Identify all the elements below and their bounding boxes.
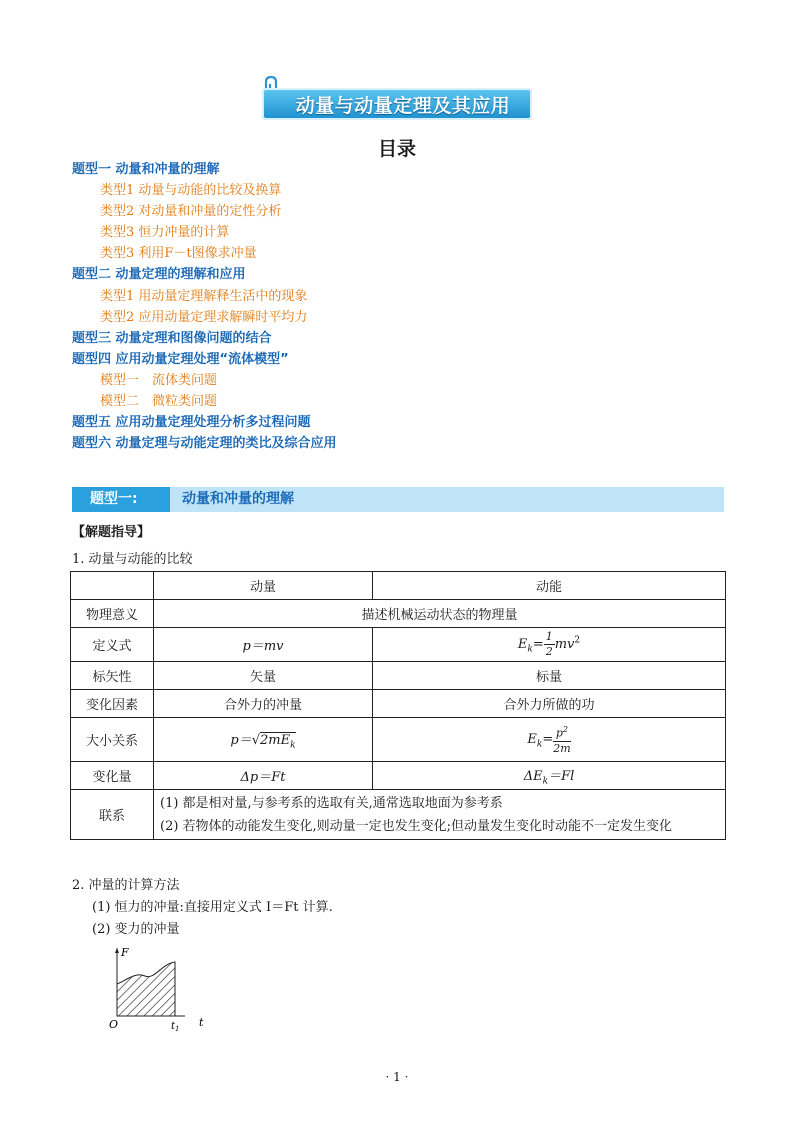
table-row <box>71 662 726 690</box>
table-cell <box>154 790 726 840</box>
item-2-heading: 2. 冲量的计算方法 <box>72 878 180 893</box>
radicand <box>260 732 296 751</box>
formula-symbol: E <box>517 637 528 652</box>
t1-symbol: t <box>171 1021 176 1032</box>
toc-item[interactable]: 模型一 流体类问题 <box>100 372 218 388</box>
formula-subscript: k <box>536 739 543 750</box>
table-cell: Δp＝Ft <box>154 762 373 790</box>
row-label: 定义式 <box>71 628 154 662</box>
formula-superscript: 2 <box>562 725 568 735</box>
item-2-point-1: (1) 恒力的冲量:直接用定义式 I＝Ft 计算. <box>92 900 333 915</box>
guide-label: 【解题指导】 <box>72 525 151 540</box>
table-row <box>71 718 726 762</box>
force-time-graph <box>105 944 220 1034</box>
table-cell: 合外力的冲量 <box>154 690 373 718</box>
row-label: 大小关系 <box>71 718 154 762</box>
section-tag: 题型一: <box>72 487 170 512</box>
formula-symbol: E <box>527 732 537 747</box>
table-cell: 矢量 <box>154 662 373 690</box>
row-label: 联系 <box>71 790 154 840</box>
link-line-1: (1) 都是相对量,与参考系的选取有关,通常选取地面为参考系 <box>160 795 503 811</box>
row-label: 标矢性 <box>71 662 154 690</box>
table-row <box>71 762 726 790</box>
formula-symbol: p＝ <box>230 732 252 748</box>
page-number: · 1 · <box>385 1070 409 1084</box>
table-row <box>71 600 726 628</box>
fraction <box>553 723 570 756</box>
t1-label <box>171 1021 180 1033</box>
table-of-contents <box>72 159 337 454</box>
sqrt-sign: √ <box>251 732 261 748</box>
section-name: 动量和冲量的理解 <box>182 491 294 507</box>
fraction-denominator: 2 <box>545 645 553 658</box>
table-cell: 标量 <box>373 662 726 690</box>
formula-symbol: ΔE <box>523 768 543 784</box>
formula-symbol: p <box>555 726 563 740</box>
table-header-energy: 动能 <box>373 572 726 600</box>
toc-item[interactable]: 类型2 应用动量定理求解瞬时平均力 <box>100 309 308 325</box>
momentum-formula: p＝mv <box>154 628 373 662</box>
table-row <box>71 690 726 718</box>
toc-item[interactable]: 模型二 微粒类问题 <box>100 394 218 410</box>
toc-item[interactable]: 题型六 动量定理与动能定理的类比及综合应用 <box>72 436 337 452</box>
document-title-banner <box>262 88 532 120</box>
table-cell: 描述机械运动状态的物理量 <box>154 600 726 628</box>
section-header <box>72 487 724 512</box>
formula-symbol: 2mE <box>260 732 291 748</box>
item-1-heading: 1. 动量与动能的比较 <box>72 552 193 567</box>
formula-symbol: ＝Fl <box>548 768 575 784</box>
arrow-up-icon <box>115 948 119 953</box>
formula-operator: = <box>542 732 554 747</box>
x-axis-label: t <box>199 1016 204 1029</box>
toc-title: 目录 <box>377 138 416 160</box>
toc-item[interactable]: 类型1 动量与动能的比较及换算 <box>100 183 282 199</box>
formula-subscript: k <box>542 776 549 787</box>
toc-item[interactable]: 类型3 利用F－t图像求冲量 <box>100 246 257 262</box>
fraction-numerator: 1 <box>545 630 553 643</box>
toc-item[interactable]: 类型3 恒力冲量的计算 <box>100 225 230 241</box>
table-cell <box>71 572 154 600</box>
item-2-point-2: (2) 变力的冲量 <box>92 922 180 937</box>
link-line-2: (2) 若物体的动能发生变化,则动量一定也发生变化;但动量发生变化时动能不一定发生变化 <box>160 818 673 834</box>
table-header-momentum: 动量 <box>154 572 373 600</box>
energy-change-formula <box>373 762 726 790</box>
table-cell: 合外力所做的功 <box>373 690 726 718</box>
y-axis-label: F <box>121 946 129 959</box>
table-row <box>71 628 726 662</box>
t1-subscript: 1 <box>175 1025 180 1033</box>
comparison-table <box>70 571 726 840</box>
energy-relation-formula <box>373 718 726 762</box>
fraction-denominator: 2m <box>553 741 571 755</box>
fraction <box>544 630 555 659</box>
toc-item[interactable]: 题型一 动量和冲量的理解 <box>72 162 220 177</box>
row-label: 变化因素 <box>71 690 154 718</box>
formula-subscript: k <box>290 740 296 751</box>
formula-superscript: 2 <box>574 635 581 646</box>
toc-item[interactable]: 题型四 应用动量定理处理“流体模型” <box>72 351 289 367</box>
kinetic-energy-formula <box>373 628 726 662</box>
origin-label: O <box>109 1018 119 1031</box>
fraction-numerator <box>553 723 570 742</box>
momentum-relation-formula <box>154 718 373 762</box>
formula-symbol: mv <box>554 637 575 652</box>
toc-item[interactable]: 类型2 对动量和冲量的定性分析 <box>100 204 282 220</box>
formula-operator: = <box>532 637 544 652</box>
table-row <box>71 572 726 600</box>
row-label: 物理意义 <box>71 600 154 628</box>
formula-subscript: k <box>527 644 533 655</box>
toc-item[interactable]: 题型三 动量定理和图像问题的结合 <box>72 330 272 346</box>
table-row <box>71 790 726 840</box>
toc-item[interactable]: 题型二 动量定理的理解和应用 <box>72 267 246 283</box>
row-label: 变化量 <box>71 762 154 790</box>
document-title: 动量与动量定理及其应用 <box>295 95 511 117</box>
impulse-area <box>117 962 175 1016</box>
toc-item[interactable]: 类型1 用动量定理解释生活中的现象 <box>100 288 308 304</box>
toc-item[interactable]: 题型五 应用动量定理处理分析多过程问题 <box>72 415 311 431</box>
